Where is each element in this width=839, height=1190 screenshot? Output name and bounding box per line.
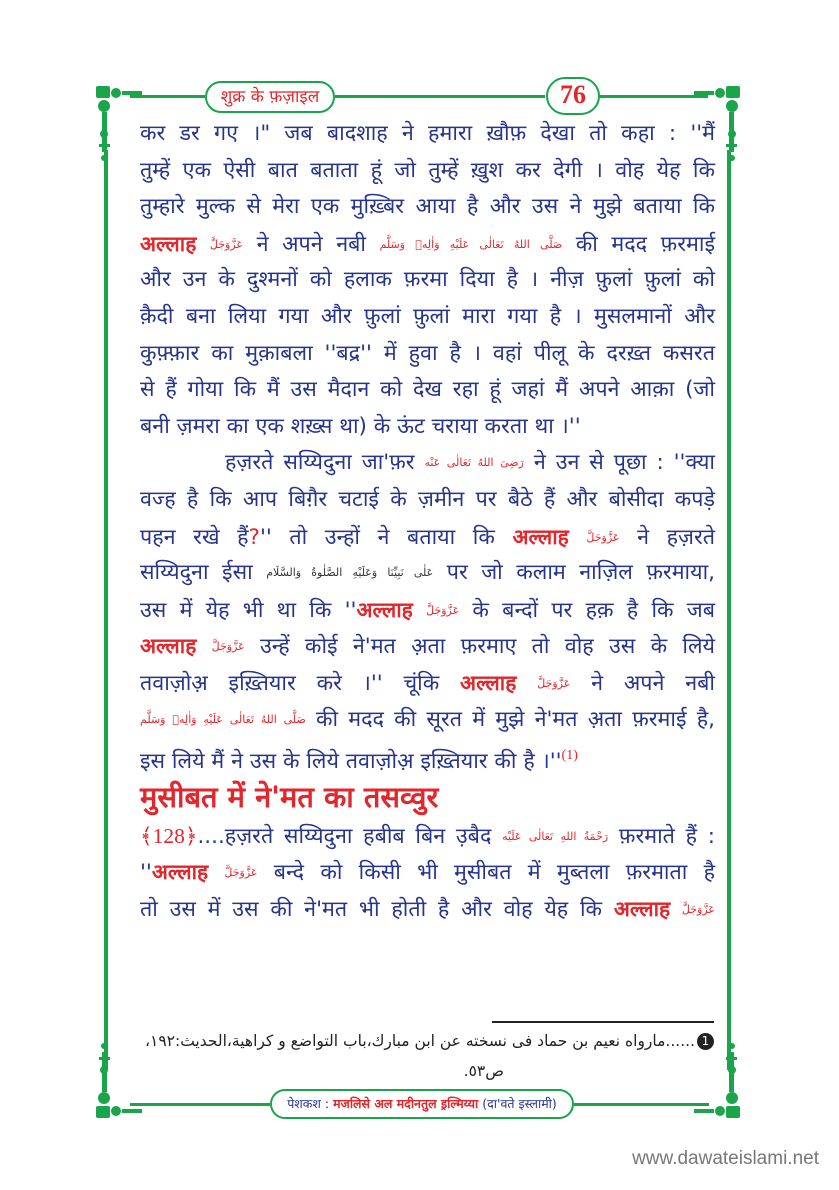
text-line: सय्यिदुना ईसा عَلٰی نَبِيِّنَا وَعَلَيْهِ الصَّلٰوةُ وَالسَّلَام पर जो कलाम नाज़िल फ़रमाया, [140,560,716,586]
arabic-honorific: رَضِیَ اللهُ تَعَالٰی عَنْه [424,456,524,470]
publisher-label: पेशकश : [287,1096,330,1111]
frame-bottom-left-rule [130,1103,270,1106]
arabic-honorific: عَزَّوَجَلَّ [209,237,243,251]
text-line: और उन के दुश्मनों को हलाक फ़रमा दिया है । नीज़ फ़ुलां फ़ुलां को [140,267,715,293]
text-line: तवाज़ोअ़ इख़्तियार करे ।'' चूंकि अल्लाह عَزَّوَجَلَّ ने अपने नबी [140,669,715,696]
website-link[interactable]: www.dawateislami.net [632,1148,819,1169]
text-line: कर डर गए ।" जब बादशाह ने हमारा ख़ौफ़ देखा तो कहा : ''मैं [140,121,715,146]
text-line: अल्लाह عَزَّوَجَلَّ ने अपने नबी صَلَّى اللهُ تَعَالٰی عَلَيْهِ وَاٰلِهٖ وَسَلَّم की मदद फ़रमाई [140,230,716,257]
text-line: ﴾128﴿....हज़रते सय्यिदुना हबीब बिन उ़बैद رَحْمَةُ اللهِ تَعَالٰی عَلَيْه फ़रमाते हैं : [140,823,715,849]
arabic-honorific: رَحْمَةُ اللهِ تَعَالٰی عَلَيْه [502,829,609,843]
text-line: वज्ह है कि आप बिग़ैर चटाई के ज़मीन पर बैठे हैं और बोसीदा कपड़े [140,486,715,512]
arabic-honorific: عَزَّوَجَلَّ [586,530,620,544]
frame-top-mid-rule [335,95,545,98]
arabic-salutation: صَلَّى اللهُ تَعَالٰی عَلَيْهِ وَاٰلِهٖ وَسَلَّم [140,712,306,726]
text-line: बनी ज़मरा का एक शख़्स था) के ऊंट चराया करता था ।'' [140,413,581,439]
text-line: इस लिये मैं ने उस के लिये तवाज़ोअ़ इख़्तियार की है $।''^{(1)}$ [140,748,578,775]
frame-bottom-right-rule [574,1103,709,1106]
text-line: से हैं गोया कि मैं उस मैदान को देख रहा हूं जहां मैं अपने आक़ा (जो [140,377,715,403]
footnote-divider [492,1021,714,1023]
text-line: صَلَّى اللهُ تَعَالٰی عَلَيْهِ وَاٰلِهٖ وَسَلَّم की मदद की सूरत में मुझे ने'मत अ़ता फ़रमाई है, [140,706,715,732]
arabic-honorific: عَزَّوَجَلَّ [681,902,715,916]
allah-name: अल्लाह [140,633,197,659]
arabic-honorific: عَزَّوَجَلَّ [211,640,245,654]
publisher-suffix: (दा'वते इस्लामी) [482,1096,557,1111]
text-line: पहन रखे हैं?'' तो उन्हों ने बताया कि अल्लाह عَزَّوَجَلَّ ने हज़रते [140,523,715,550]
footnote-line [130,1026,714,1056]
footnote-line: ص٥٣. [463,1062,504,1080]
text-line: अल्लाह عَزَّوَجَلَّ उन्हें कोई ने'मत अ़ता फ़रमाए तो वोह उस के लिये [140,633,715,660]
allah-name: अल्लाह [140,230,197,256]
arabic-salutation: صَلَّى اللهُ تَعَالٰی عَلَيْهِ وَاٰلِهٖ وَسَلَّم [379,237,563,251]
publisher-org: मजलिसे अल मदीनतुल इ़ल्मिय्या [333,1096,479,1111]
allah-name: अल्लाह [151,859,209,885]
allah-name: अल्लाह [356,596,413,622]
allah-name: अल्लाह [512,523,569,549]
page-number: 76 [560,80,586,109]
text-line: क़ैदी बना लिया गया और फ़ुलां फ़ुलां मारा गया है । मुसलमानों और [140,303,715,329]
page-content [140,116,715,927]
text-line: ''अल्लाह عَزَّوَجَلَّ बन्दे को किसी भी मुसीबत में मुब्तला फ़रमाता है [140,859,715,886]
page-number-badge [546,77,600,115]
text-line: कुफ़्फ़ार का मुक़ाबला ''बद्र'' में हुवा है । वहां पीलू के दरख़्त कसरत [140,340,715,366]
text-line: उस में येह भी था कि ''अल्लाह عَزَّوَجَلَّ के बन्दों पर हक़ है कि जब [140,596,716,623]
text-line: तो उस में उस की ने'मत भी होती है और वोह येह कि अल्लाह عَزَّوَجَلَّ [140,895,715,922]
footnote-reference[interactable]: (1) [561,748,578,764]
frame-right-rule [727,150,731,1070]
footnote-number-badge: 1 [697,1033,714,1050]
publisher-badge [270,1089,574,1119]
arabic-honorific: عَزَّوَجَلَّ [537,676,571,690]
corner-ornament-top-left-icon [94,84,144,164]
allah-name: अल्लाह [613,895,671,921]
text-line: तुम्हें एक ऐसी बात बताता हूं जो तुम्हें ख़ुश कर देगी । वोह येह कि [140,157,715,183]
text-line: हज़रते सय्यिदुना जा'फ़र رَضِیَ اللهُ تَعَالٰی عَنْه ने उन से पूछा : ''क्या [225,450,715,476]
book-title-badge [205,81,335,113]
footnote-text: ......مارواه نعيم بن حماد فی نسخته عن ابن مبارك،باب التواضع و كراهية،الحديث:١٩٢، [144,1032,695,1050]
hadith-number: ﴾128﴿ [140,823,198,848]
section-heading: मुसीबत में ने'मत का तसव्वुर [140,779,439,814]
book-title: शुक्र के फ़ज़ाइल [220,87,320,107]
footnote [130,1026,714,1086]
allah-name: अल्लाह [460,669,517,695]
text-line: तुम्हारे मुल्क से मेरा एक मुख़्बिर आया है और उस ने मुझे बताया कि [140,194,715,220]
arabic-honorific: عَزَّوَجَلَّ [224,866,258,880]
frame-left-rule [104,150,108,1070]
arabic-honorific: عَزَّوَجَلَّ [426,603,460,617]
arabic-salutation: عَلٰی نَبِيِّنَا وَعَلَيْهِ الصَّلٰوةُ وَالسَّلَام [266,566,434,580]
